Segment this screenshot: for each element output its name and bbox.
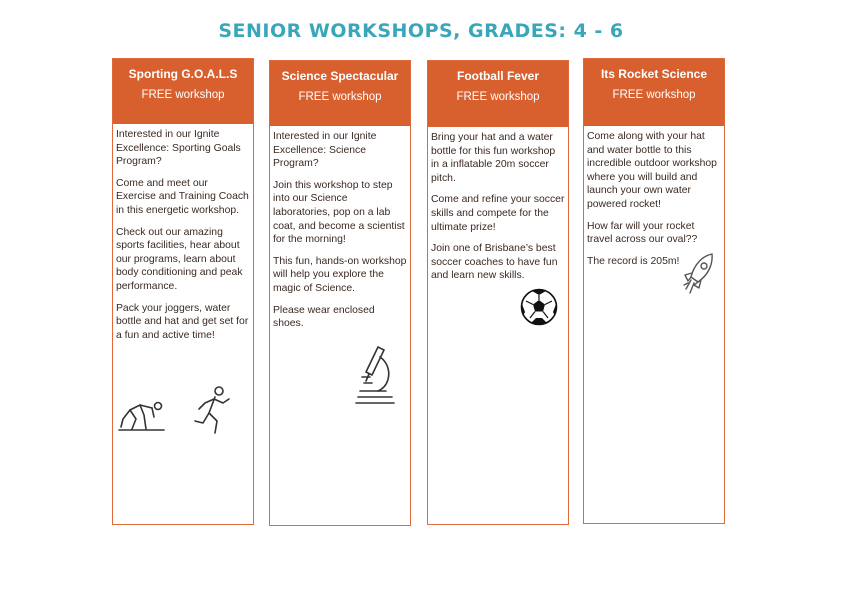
card-body: [584, 126, 724, 268]
card-body: [270, 126, 410, 331]
card-title: Its Rocket Science: [600, 67, 708, 81]
card-title: Science Spectacular: [281, 69, 399, 83]
card-paragraph: Please wear enclosed shoes.: [273, 304, 375, 330]
card-paragraph: Come and refine your soccer skills and compete for the ultimate prize!: [431, 194, 565, 233]
card-paragraph: Come and meet our Exercise and Training Coach in this energetic workshop.: [116, 177, 249, 216]
microscope-icon: [352, 345, 398, 407]
card-subtitle: FREE workshop: [612, 89, 696, 101]
runner-icon: [193, 385, 233, 437]
card-body: [113, 124, 253, 342]
card-paragraph: The record is 205m!: [587, 255, 680, 267]
card-subtitle: FREE workshop: [141, 89, 225, 101]
sprinter-start-icon: [118, 397, 166, 433]
card-header: [428, 61, 568, 127]
card-paragraph: Check out our amazing sports facilities, hear about our programs, learn about body conditioning and peak performance.: [116, 226, 243, 292]
card-paragraph: Pack your joggers, water bottle and hat and get set for a fun and active time!: [116, 302, 249, 341]
card-header: [270, 61, 410, 126]
card-paragraph: Join this workshop to step into our Science laboratories, pop on a lab coat, and become a scientist for the morning!: [273, 179, 405, 246]
card-rocket-science: [583, 58, 725, 524]
card-title: Football Fever: [456, 69, 539, 83]
card-paragraph: Bring your hat and a water bottle for this fun workshop in a inflatable 20m soccer pitch.: [431, 132, 556, 184]
card-science-spectacular: [269, 60, 411, 526]
card-football-fever: [427, 60, 569, 525]
rocket-icon: [682, 251, 718, 297]
card-paragraph: Join one of Brisbane’s best soccer coaches to have fun and learn new skills.: [431, 243, 558, 282]
soccer-ball-icon: [520, 288, 558, 326]
card-paragraph: Come along with your hat and water bottle to this incredible outdoor workshop where you will build and launch your own water powered rocket!: [587, 131, 717, 210]
card-sporting-goals: [112, 58, 254, 525]
card-paragraph: How far will your rocket travel across our oval??: [587, 220, 698, 246]
card-paragraph: Interested in our Ignite Excellence: Science Program?: [273, 131, 377, 170]
card-subtitle: FREE workshop: [298, 91, 382, 103]
page-title: SENIOR WORKSHOPS, GRADES: 4 - 6: [218, 20, 624, 42]
card-paragraph: This fun, hands-on workshop will help you explore the magic of Science.: [273, 255, 407, 294]
card-subtitle: FREE workshop: [456, 91, 540, 103]
card-paragraph: Interested in our Ignite Excellence: Sporting Goals Program?: [116, 129, 241, 168]
card-header: [584, 59, 724, 126]
card-title: Sporting G.O.A.L.S: [128, 67, 238, 81]
card-header: [113, 59, 253, 124]
card-body: [428, 127, 568, 283]
